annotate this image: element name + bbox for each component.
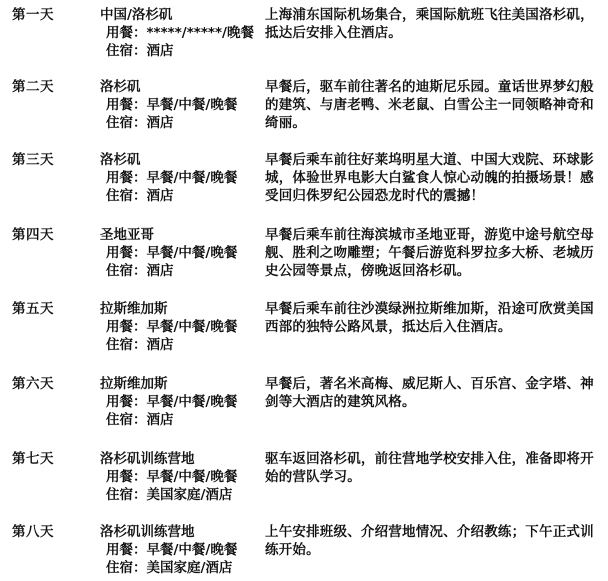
day-description: 早餐后乘车前往好莱坞明星大道、中国大戏院、环球影城，体验世界电影大白鲨食人惊心动魄的拍摄场景！感受回归侏罗纪公园恐龙时代的震撼！ [265, 152, 594, 204]
day-place: 拉斯维加斯 [100, 376, 168, 392]
day-info [100, 300, 250, 354]
day-description: 早餐后乘车前往海滨城市圣地亚哥，游览中途号航空母舰、胜利之吻雕塑；午餐后游览科罗拉多大桥、老城历史公园等景点，傍晚返回洛杉矶。 [265, 227, 594, 279]
day-place: 洛杉矶 [100, 152, 141, 168]
day-lodging: 住宿：酒店 [106, 337, 174, 353]
day-label: 第三天 [12, 152, 54, 168]
day-label: 第六天 [12, 376, 54, 392]
day-lodging: 住宿：酒店 [106, 188, 174, 204]
day-info [100, 151, 250, 205]
day-place: 中国/洛杉矶 [100, 7, 173, 23]
day-place: 洛杉矶训练营地 [100, 451, 195, 467]
day-lodging: 住宿：美国家庭/酒店 [106, 487, 233, 503]
day-lodging: 住宿：酒店 [106, 43, 174, 59]
day-info [100, 523, 250, 577]
day-place: 拉斯维加斯 [100, 301, 168, 317]
day-lodging: 住宿：美国家庭/酒店 [106, 560, 233, 576]
day-description: 早餐后，著名米高梅、威尼斯人、百乐宫、金字塔、神剑等大酒店的建筑风格。 [265, 376, 594, 410]
day-meals: 用餐：*****/*****/晚餐 [106, 25, 254, 41]
day-meals: 用餐：早餐/中餐/晚餐 [106, 97, 238, 113]
day-lodging: 住宿：酒店 [106, 412, 174, 428]
day-meals: 用餐：早餐/中餐/晚餐 [106, 245, 238, 261]
day-lodging: 住宿：酒店 [106, 263, 174, 279]
day-label: 第五天 [12, 301, 54, 317]
day-meals: 用餐：早餐/中餐/晚餐 [106, 469, 238, 485]
day-description: 上午安排班级、介绍营地情况、介绍教练；下午正式训练开始。 [265, 524, 594, 558]
day-description: 驱车返回洛杉矶，前往营地学校安排入住，准备即将开始的营队学习。 [265, 451, 594, 485]
day-label: 第二天 [12, 79, 54, 95]
day-info [100, 78, 250, 132]
day-place: 圣地亚哥 [100, 227, 154, 243]
day-label: 第七天 [12, 451, 54, 467]
day-description: 早餐后乘车前往沙漠绿洲拉斯维加斯，沿途可欣赏美国西部的独特公路风景，抵达后入住酒店。 [265, 301, 594, 335]
day-info [100, 6, 254, 60]
day-lodging: 住宿：酒店 [106, 115, 174, 131]
day-meals: 用餐：早餐/中餐/晚餐 [106, 542, 238, 558]
day-description: 上海浦东国际机场集合，乘国际航班飞往美国洛杉矶，抵达后安排入住酒店。 [265, 7, 594, 41]
day-place: 洛杉矶训练营地 [100, 524, 195, 540]
day-label: 第八天 [12, 524, 54, 540]
day-label: 第四天 [12, 227, 54, 243]
day-info [100, 450, 250, 504]
day-meals: 用餐：早餐/中餐/晚餐 [106, 319, 238, 335]
day-meals: 用餐：早餐/中餐/晚餐 [106, 394, 238, 410]
day-meals: 用餐：早餐/中餐/晚餐 [106, 170, 238, 186]
day-place: 洛杉矶 [100, 79, 141, 95]
day-description: 早餐后，驱车前往著名的迪斯尼乐园。童话世界梦幻般的建筑、与唐老鸭、米老鼠、白雪公主一同领略神奇和绮丽。 [265, 79, 594, 131]
day-info [100, 226, 250, 280]
day-info [100, 375, 250, 429]
day-label: 第一天 [12, 7, 54, 23]
